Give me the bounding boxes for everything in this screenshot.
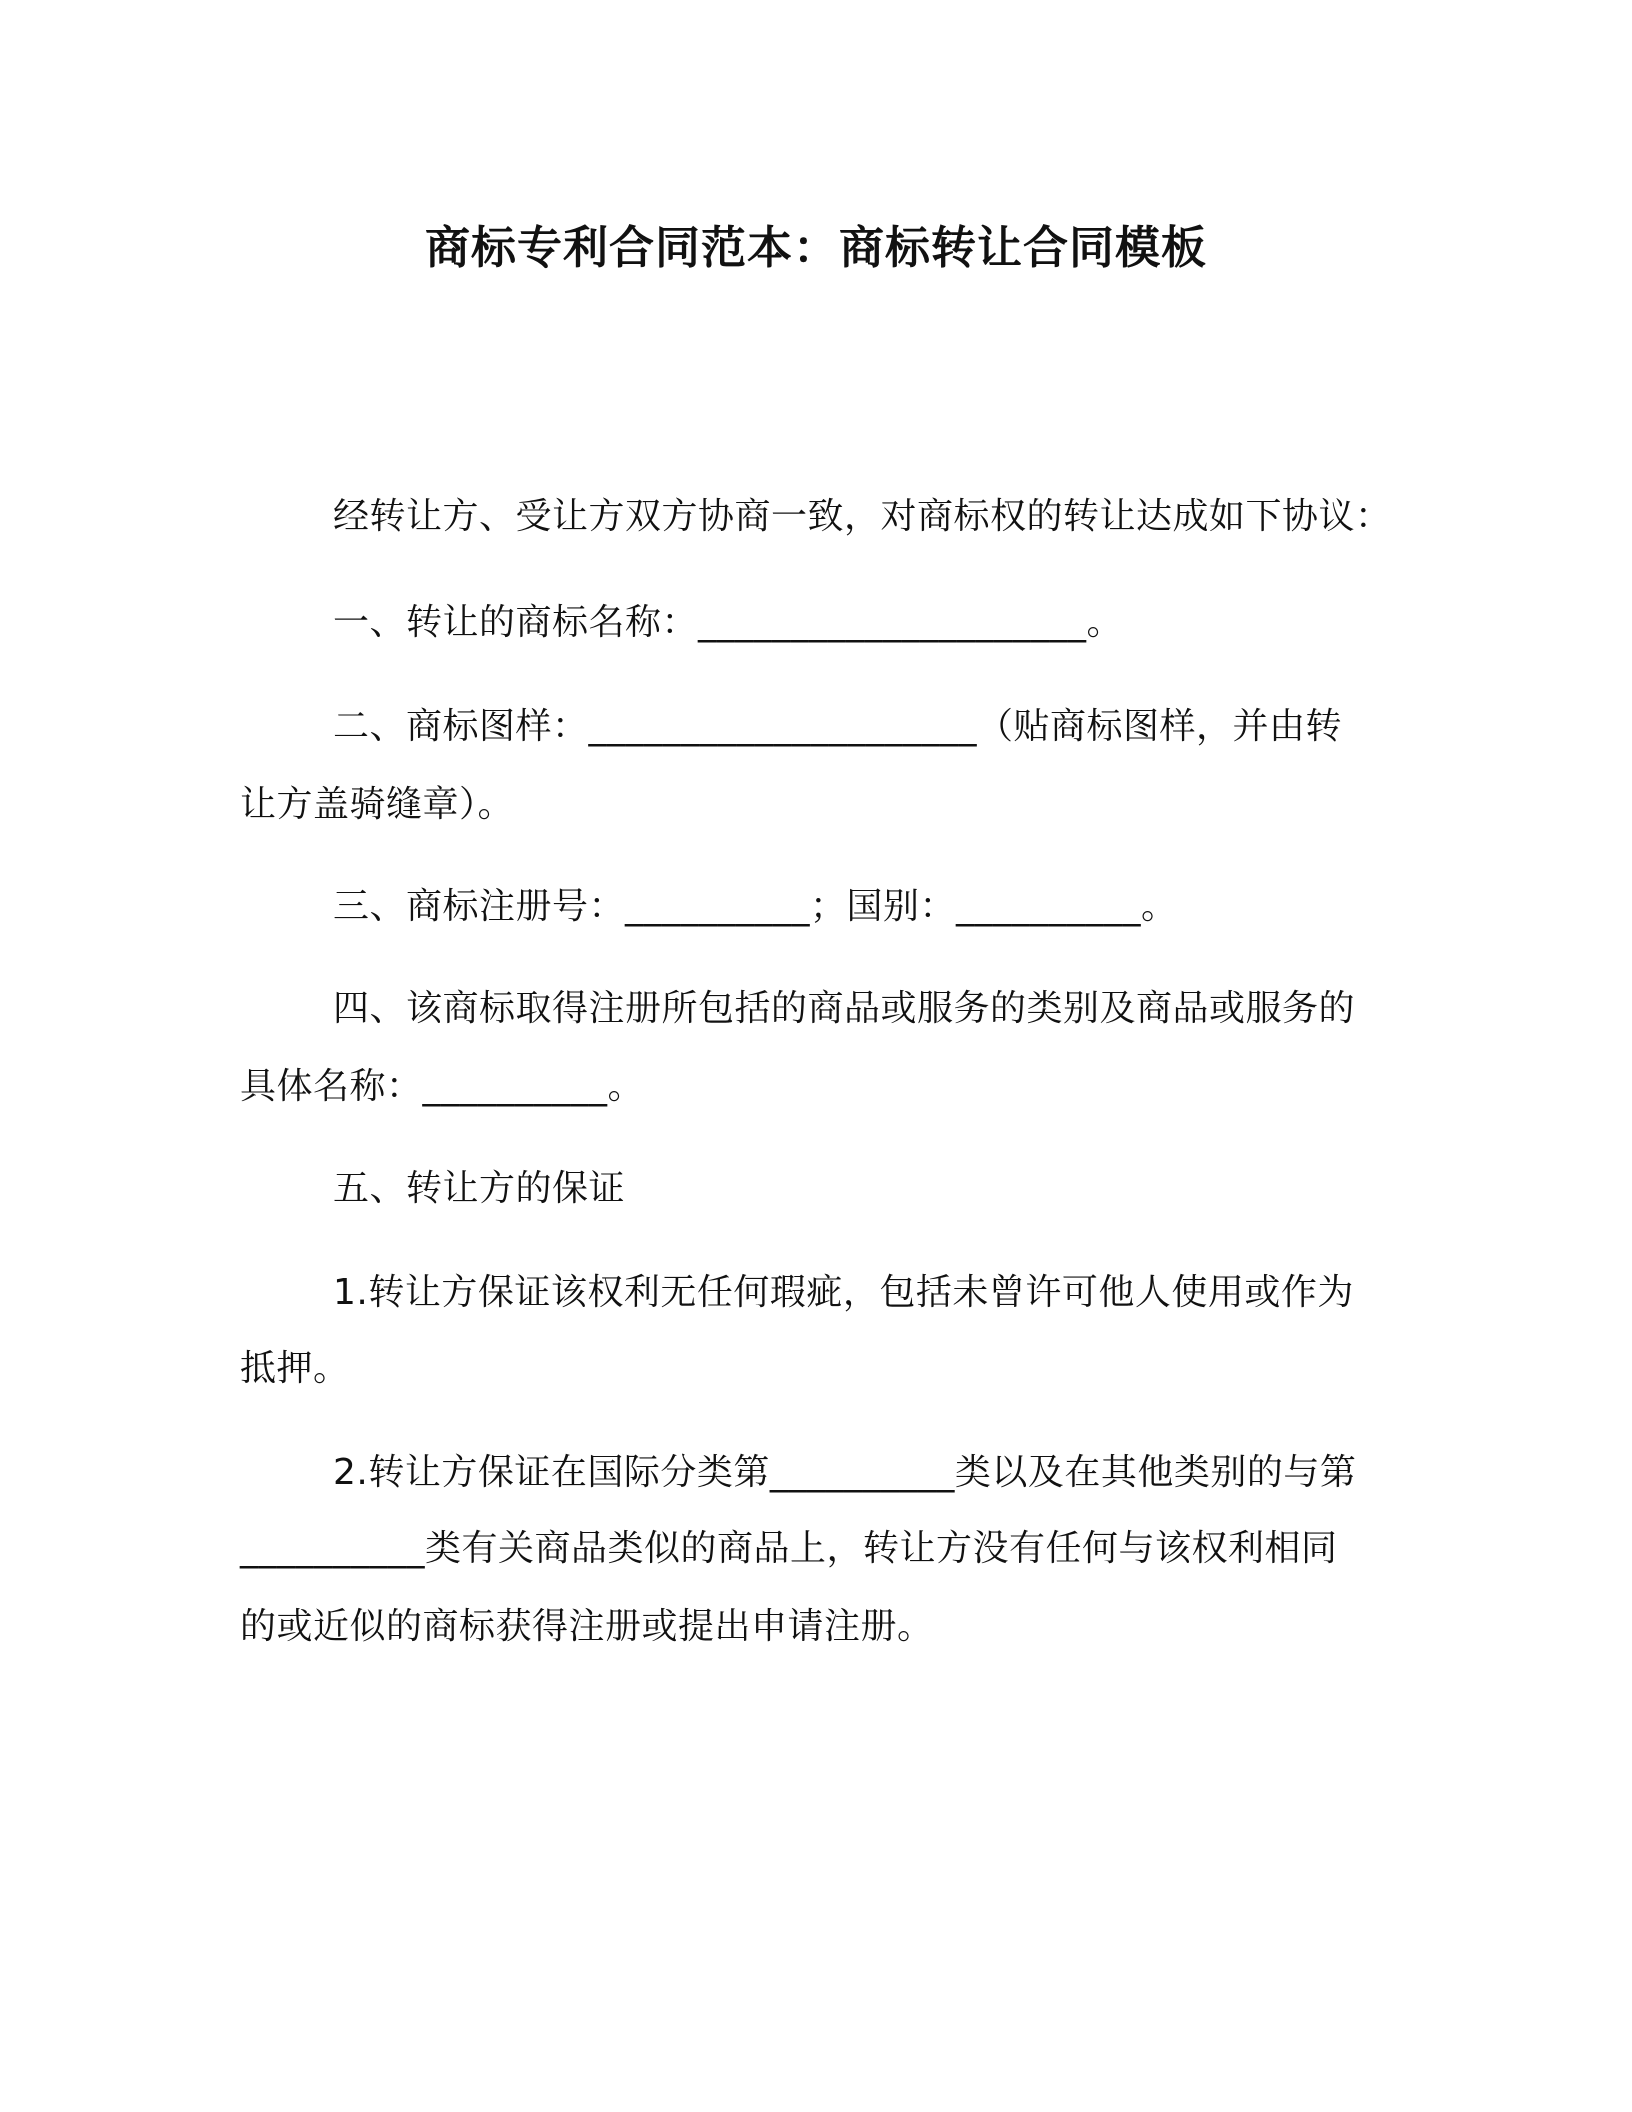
preamble-line: 经转让方、受让方双方协商一致，对商标权的转让达成如下协议： xyxy=(333,496,1392,537)
clause-3-line: 三、商标注册号：__________；国别：__________。 xyxy=(333,886,1178,927)
clause-2-line-2: 让方盖骑缝章）。 xyxy=(240,784,515,825)
clause-5-1-line-1: 1.转让方保证该权利无任何瑕疵，包括未曾许可他人使用或作为 xyxy=(333,1272,1354,1313)
clause-4-line-1: 四、该商标取得注册所包括的商品或服务的类别及商品或服务的 xyxy=(333,988,1356,1029)
clause-2-line-1: 二、商标图样：_____________________（贴商标图样，并由转 xyxy=(333,706,1343,747)
clause-5-1-line-2: 抵押。 xyxy=(240,1348,350,1389)
clause-5-2-line-3: 的或近似的商标获得注册或提出申请注册。 xyxy=(240,1606,934,1647)
clause-1-line: 一、转让的商标名称：_____________________。 xyxy=(333,602,1124,643)
document-title: 商标专利合同范本：商标转让合同模板 xyxy=(424,221,1207,274)
clause-5-2-line-2: __________类有关商品类似的商品上，转让方没有任何与该权利相同 xyxy=(240,1528,1338,1569)
clause-4-line-2: 具体名称：__________。 xyxy=(240,1066,645,1107)
clause-5-heading: 五、转让方的保证 xyxy=(333,1168,626,1209)
clause-5-2-line-1: 2.转让方保证在国际分类第__________类以及在其他类别的与第 xyxy=(333,1452,1357,1493)
